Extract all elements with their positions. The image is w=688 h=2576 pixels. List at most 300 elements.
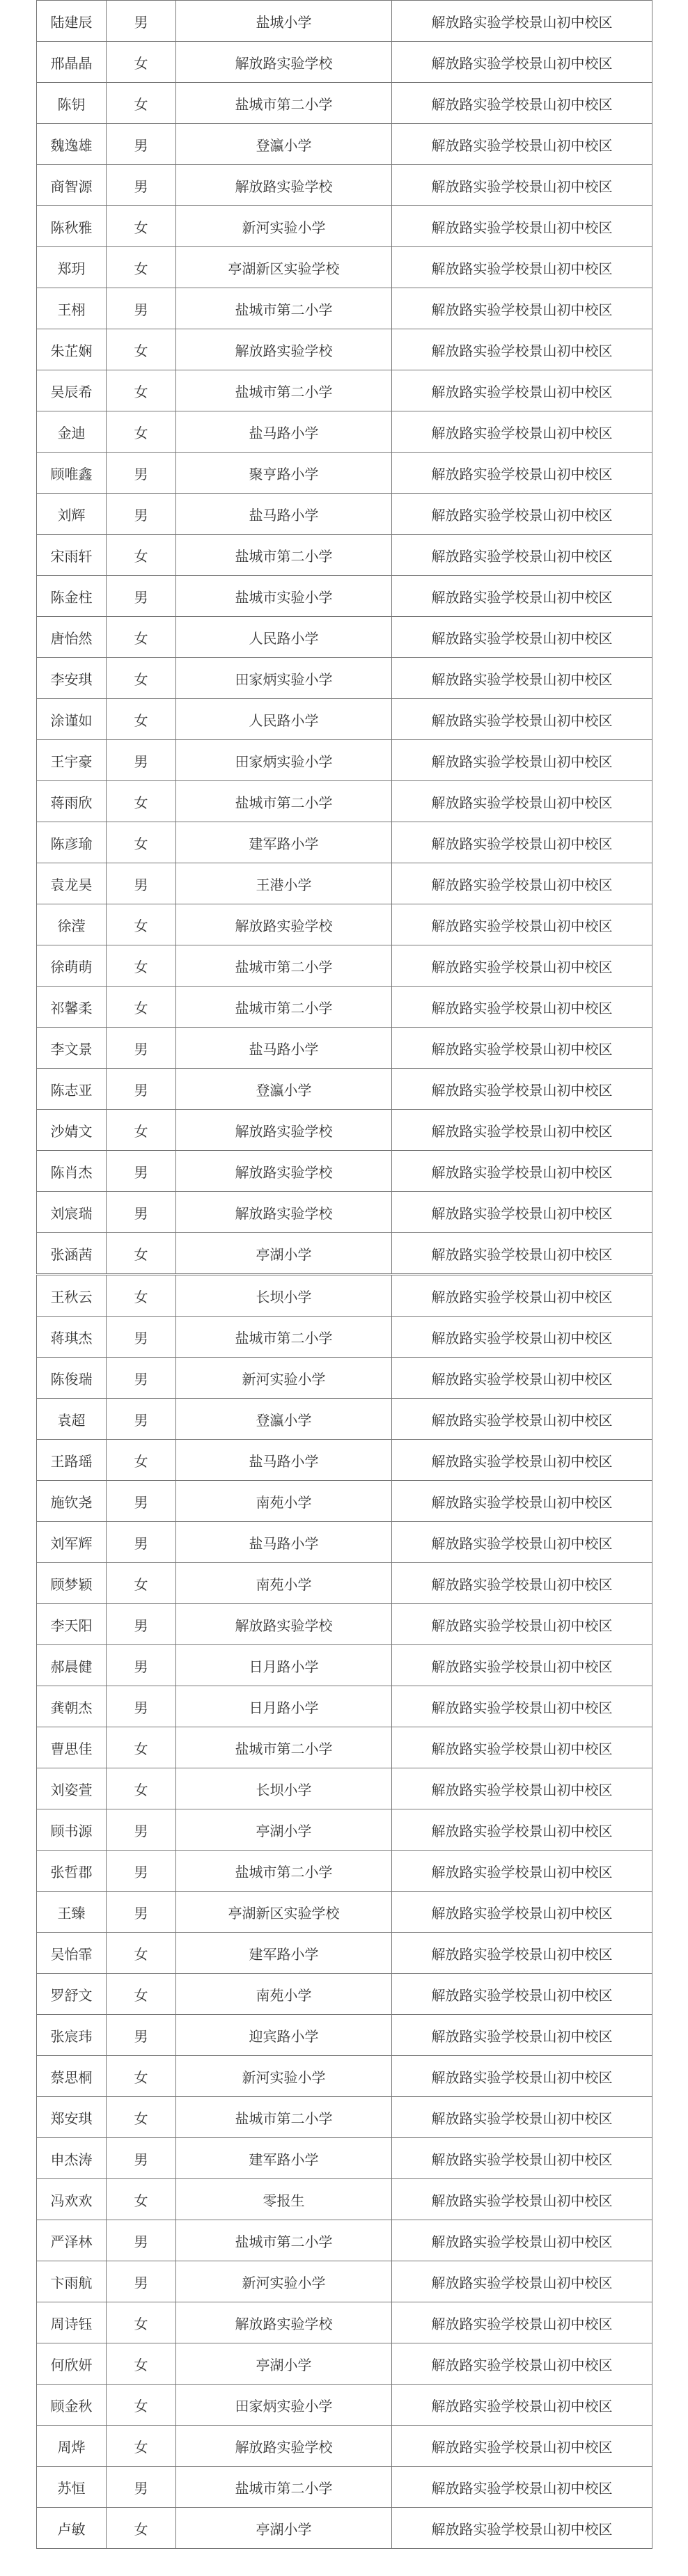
assigned-campus-cell: 解放路实验学校景山初中校区 <box>392 206 652 247</box>
primary-school-cell: 解放路实验学校 <box>176 1192 392 1233</box>
gender-cell: 女 <box>107 617 176 658</box>
gender-cell: 男 <box>107 1686 176 1727</box>
primary-school-cell: 解放路实验学校 <box>176 904 392 945</box>
primary-school-cell: 王港小学 <box>176 863 392 904</box>
gender-cell: 男 <box>107 2467 176 2508</box>
gender-cell: 男 <box>107 165 176 206</box>
table-row <box>37 1727 652 1768</box>
gender-cell: 女 <box>107 1933 176 1974</box>
table-row <box>37 617 652 658</box>
student-name-cell: 何欣妍 <box>37 2343 107 2385</box>
student-name-cell: 涂谨如 <box>37 699 107 740</box>
assigned-campus-cell: 解放路实验学校景山初中校区 <box>392 1069 652 1110</box>
table-row <box>37 1440 652 1481</box>
student-name-cell: 郝晨健 <box>37 1645 107 1686</box>
table-row <box>37 124 652 165</box>
gender-cell: 男 <box>107 2220 176 2261</box>
gender-cell: 男 <box>107 1069 176 1110</box>
primary-school-cell: 亭湖新区实验学校 <box>176 1892 392 1933</box>
assigned-campus-cell: 解放路实验学校景山初中校区 <box>392 987 652 1028</box>
student-name-cell: 李天阳 <box>37 1604 107 1645</box>
assigned-campus-cell: 解放路实验学校景山初中校区 <box>392 1974 652 2015</box>
primary-school-cell: 南苑小学 <box>176 1974 392 2015</box>
gender-cell: 男 <box>107 863 176 904</box>
table-row <box>37 1151 652 1192</box>
assigned-campus-cell: 解放路实验学校景山初中校区 <box>392 822 652 863</box>
primary-school-cell: 盐城市第二小学 <box>176 1727 392 1768</box>
primary-school-cell: 新河实验小学 <box>176 206 392 247</box>
primary-school-cell: 盐城市第二小学 <box>176 2097 392 2138</box>
primary-school-cell: 解放路实验学校 <box>176 165 392 206</box>
table-row <box>37 1933 652 1974</box>
gender-cell: 女 <box>107 2426 176 2467</box>
assigned-campus-cell: 解放路实验学校景山初中校区 <box>392 247 652 288</box>
student-name-cell: 陈秋雅 <box>37 206 107 247</box>
table-row <box>37 822 652 863</box>
student-name-cell: 申杰涛 <box>37 2138 107 2179</box>
assigned-campus-cell: 解放路实验学校景山初中校区 <box>392 1 652 42</box>
assigned-campus-cell: 解放路实验学校景山初中校区 <box>392 288 652 329</box>
gender-cell: 女 <box>107 2097 176 2138</box>
assigned-campus-cell: 解放路实验学校景山初中校区 <box>392 1645 652 1686</box>
gender-cell: 女 <box>107 329 176 370</box>
gender-cell: 女 <box>107 1768 176 1809</box>
table-row <box>37 1192 652 1233</box>
primary-school-cell: 建军路小学 <box>176 2138 392 2179</box>
gender-cell: 女 <box>107 822 176 863</box>
gender-cell: 女 <box>107 83 176 124</box>
student-name-cell: 袁超 <box>37 1399 107 1440</box>
table-row <box>37 2467 652 2508</box>
gender-cell: 男 <box>107 1809 176 1851</box>
student-name-cell: 陈金柱 <box>37 576 107 617</box>
table-row <box>37 863 652 904</box>
table-row <box>37 247 652 288</box>
student-name-cell: 王宇豪 <box>37 740 107 781</box>
assigned-campus-cell: 解放路实验学校景山初中校区 <box>392 1399 652 1440</box>
gender-cell: 男 <box>107 453 176 494</box>
table-row <box>37 370 652 411</box>
table-row <box>37 904 652 945</box>
student-name-cell: 苏恒 <box>37 2467 107 2508</box>
table-row <box>37 945 652 987</box>
roster-body <box>37 1 652 2549</box>
gender-cell: 男 <box>107 1399 176 1440</box>
assigned-campus-cell: 解放路实验学校景山初中校区 <box>392 1851 652 1892</box>
assigned-campus-cell: 解放路实验学校景山初中校区 <box>392 1809 652 1851</box>
table-row <box>37 453 652 494</box>
primary-school-cell: 新河实验小学 <box>176 1358 392 1399</box>
table-row <box>37 1358 652 1399</box>
table-row <box>37 2056 652 2097</box>
assigned-campus-cell: 解放路实验学校景山初中校区 <box>392 1563 652 1604</box>
primary-school-cell: 田家炳实验小学 <box>176 2385 392 2426</box>
student-name-cell: 陈志亚 <box>37 1069 107 1110</box>
assigned-campus-cell: 解放路实验学校景山初中校区 <box>392 2467 652 2508</box>
student-name-cell: 陈彦瑜 <box>37 822 107 863</box>
student-name-cell: 郑安琪 <box>37 2097 107 2138</box>
primary-school-cell: 建军路小学 <box>176 822 392 863</box>
assigned-campus-cell: 解放路实验学校景山初中校区 <box>392 576 652 617</box>
primary-school-cell: 南苑小学 <box>176 1563 392 1604</box>
assigned-campus-cell: 解放路实验学校景山初中校区 <box>392 617 652 658</box>
student-name-cell: 郑玥 <box>37 247 107 288</box>
assigned-campus-cell: 解放路实验学校景山初中校区 <box>392 453 652 494</box>
table-row <box>37 535 652 576</box>
gender-cell: 男 <box>107 576 176 617</box>
primary-school-cell: 迎宾路小学 <box>176 2015 392 2056</box>
primary-school-cell: 新河实验小学 <box>176 2261 392 2302</box>
assigned-campus-cell: 解放路实验学校景山初中校区 <box>392 2015 652 2056</box>
table-row <box>37 2302 652 2343</box>
student-name-cell: 王秋云 <box>37 1275 107 1317</box>
student-name-cell: 蒋雨欣 <box>37 781 107 822</box>
primary-school-cell: 盐城市第二小学 <box>176 83 392 124</box>
gender-cell: 女 <box>107 411 176 453</box>
primary-school-cell: 登瀛小学 <box>176 1069 392 1110</box>
table-row <box>37 2179 652 2220</box>
table-row <box>37 2385 652 2426</box>
table-row <box>37 288 652 329</box>
student-name-cell: 宋雨轩 <box>37 535 107 576</box>
student-name-cell: 王栩 <box>37 288 107 329</box>
table-row <box>37 1809 652 1851</box>
assigned-campus-cell: 解放路实验学校景山初中校区 <box>392 2179 652 2220</box>
assigned-campus-cell: 解放路实验学校景山初中校区 <box>392 781 652 822</box>
table-row <box>37 1275 652 1317</box>
gender-cell: 男 <box>107 740 176 781</box>
student-name-cell: 陈俊瑞 <box>37 1358 107 1399</box>
primary-school-cell: 盐城市第二小学 <box>176 1317 392 1358</box>
gender-cell: 男 <box>107 2261 176 2302</box>
primary-school-cell: 盐城市第二小学 <box>176 370 392 411</box>
table-row <box>37 1974 652 2015</box>
gender-cell: 女 <box>107 945 176 987</box>
gender-cell: 女 <box>107 1440 176 1481</box>
primary-school-cell: 日月路小学 <box>176 1686 392 1727</box>
assigned-campus-cell: 解放路实验学校景山初中校区 <box>392 2097 652 2138</box>
primary-school-cell: 田家炳实验小学 <box>176 658 392 699</box>
primary-school-cell: 盐城市第二小学 <box>176 2220 392 2261</box>
primary-school-cell: 解放路实验学校 <box>176 1604 392 1645</box>
assigned-campus-cell: 解放路实验学校景山初中校区 <box>392 1151 652 1192</box>
primary-school-cell: 聚亨路小学 <box>176 453 392 494</box>
primary-school-cell: 盐城小学 <box>176 1 392 42</box>
primary-school-cell: 亭湖小学 <box>176 1809 392 1851</box>
primary-school-cell: 亭湖新区实验学校 <box>176 247 392 288</box>
primary-school-cell: 亭湖小学 <box>176 2343 392 2385</box>
table-row <box>37 1563 652 1604</box>
student-name-cell: 周诗钰 <box>37 2302 107 2343</box>
student-name-cell: 顾书源 <box>37 1809 107 1851</box>
table-row <box>37 83 652 124</box>
assigned-campus-cell: 解放路实验学校景山初中校区 <box>392 1192 652 1233</box>
gender-cell: 女 <box>107 370 176 411</box>
primary-school-cell: 盐城市第二小学 <box>176 781 392 822</box>
table-row <box>37 1645 652 1686</box>
primary-school-cell: 长坝小学 <box>176 1275 392 1317</box>
gender-cell: 女 <box>107 2179 176 2220</box>
gender-cell: 女 <box>107 1110 176 1151</box>
assigned-campus-cell: 解放路实验学校景山初中校区 <box>392 1604 652 1645</box>
assigned-campus-cell: 解放路实验学校景山初中校区 <box>392 329 652 370</box>
primary-school-cell: 田家炳实验小学 <box>176 740 392 781</box>
gender-cell: 女 <box>107 699 176 740</box>
assigned-campus-cell: 解放路实验学校景山初中校区 <box>392 2426 652 2467</box>
table-row <box>37 411 652 453</box>
gender-cell: 男 <box>107 1151 176 1192</box>
table-row <box>37 1768 652 1809</box>
assigned-campus-cell: 解放路实验学校景山初中校区 <box>392 370 652 411</box>
primary-school-cell: 解放路实验学校 <box>176 42 392 83</box>
assigned-campus-cell: 解放路实验学校景山初中校区 <box>392 2302 652 2343</box>
assigned-campus-cell: 解放路实验学校景山初中校区 <box>392 2343 652 2385</box>
primary-school-cell: 解放路实验学校 <box>176 2302 392 2343</box>
assigned-campus-cell: 解放路实验学校景山初中校区 <box>392 2508 652 2549</box>
student-name-cell: 周烨 <box>37 2426 107 2467</box>
assigned-campus-cell: 解放路实验学校景山初中校区 <box>392 1110 652 1151</box>
student-name-cell: 商智源 <box>37 165 107 206</box>
primary-school-cell: 登瀛小学 <box>176 124 392 165</box>
table-row <box>37 2261 652 2302</box>
primary-school-cell: 新河实验小学 <box>176 2056 392 2097</box>
gender-cell: 男 <box>107 1192 176 1233</box>
primary-school-cell: 盐城市第二小学 <box>176 288 392 329</box>
table-row <box>37 2343 652 2385</box>
student-name-cell: 徐滢 <box>37 904 107 945</box>
student-name-cell: 张哲郡 <box>37 1851 107 1892</box>
student-name-cell: 卢敏 <box>37 2508 107 2549</box>
assigned-campus-cell: 解放路实验学校景山初中校区 <box>392 658 652 699</box>
primary-school-cell: 盐城市第二小学 <box>176 987 392 1028</box>
gender-cell: 女 <box>107 1563 176 1604</box>
student-name-cell: 王臻 <box>37 1892 107 1933</box>
primary-school-cell: 解放路实验学校 <box>176 1151 392 1192</box>
primary-school-cell: 盐马路小学 <box>176 1028 392 1069</box>
table-row <box>37 1110 652 1151</box>
student-name-cell: 李文景 <box>37 1028 107 1069</box>
table-row <box>37 740 652 781</box>
assigned-campus-cell: 解放路实验学校景山初中校区 <box>392 2385 652 2426</box>
primary-school-cell: 盐城市实验小学 <box>176 576 392 617</box>
student-name-cell: 邢晶晶 <box>37 42 107 83</box>
student-name-cell: 曹思佳 <box>37 1727 107 1768</box>
table-row <box>37 576 652 617</box>
table-row <box>37 1686 652 1727</box>
primary-school-cell: 盐城市第二小学 <box>176 1851 392 1892</box>
gender-cell: 女 <box>107 1727 176 1768</box>
student-roster-table <box>36 0 652 2549</box>
student-name-cell: 蔡思桐 <box>37 2056 107 2097</box>
table-row <box>37 1851 652 1892</box>
primary-school-cell: 长坝小学 <box>176 1768 392 1809</box>
primary-school-cell: 盐马路小学 <box>176 494 392 535</box>
gender-cell: 女 <box>107 987 176 1028</box>
student-name-cell: 刘宸瑞 <box>37 1192 107 1233</box>
assigned-campus-cell: 解放路实验学校景山初中校区 <box>392 2056 652 2097</box>
student-name-cell: 刘辉 <box>37 494 107 535</box>
table-row <box>37 1 652 42</box>
gender-cell: 女 <box>107 1974 176 2015</box>
gender-cell: 男 <box>107 1358 176 1399</box>
student-name-cell: 陈肖杰 <box>37 1151 107 1192</box>
gender-cell: 男 <box>107 1522 176 1563</box>
gender-cell: 女 <box>107 206 176 247</box>
assigned-campus-cell: 解放路实验学校景山初中校区 <box>392 1686 652 1727</box>
primary-school-cell: 盐马路小学 <box>176 1440 392 1481</box>
table-row <box>37 42 652 83</box>
gender-cell: 男 <box>107 2138 176 2179</box>
table-row <box>37 1399 652 1440</box>
student-name-cell: 张宸玮 <box>37 2015 107 2056</box>
assigned-campus-cell: 解放路实验学校景山初中校区 <box>392 1317 652 1358</box>
table-row <box>37 1522 652 1563</box>
student-name-cell: 李安琪 <box>37 658 107 699</box>
assigned-campus-cell: 解放路实验学校景山初中校区 <box>392 42 652 83</box>
gender-cell: 男 <box>107 288 176 329</box>
table-row <box>37 2508 652 2549</box>
gender-cell: 男 <box>107 1317 176 1358</box>
assigned-campus-cell: 解放路实验学校景山初中校区 <box>392 1933 652 1974</box>
student-name-cell: 沙婧文 <box>37 1110 107 1151</box>
gender-cell: 男 <box>107 124 176 165</box>
primary-school-cell: 解放路实验学校 <box>176 2426 392 2467</box>
assigned-campus-cell: 解放路实验学校景山初中校区 <box>392 165 652 206</box>
gender-cell: 女 <box>107 535 176 576</box>
student-name-cell: 顾金秋 <box>37 2385 107 2426</box>
table-row <box>37 165 652 206</box>
primary-school-cell: 南苑小学 <box>176 1481 392 1522</box>
table-row <box>37 699 652 740</box>
assigned-campus-cell: 解放路实验学校景山初中校区 <box>392 124 652 165</box>
student-name-cell: 唐怡然 <box>37 617 107 658</box>
student-name-cell: 刘姿萱 <box>37 1768 107 1809</box>
assigned-campus-cell: 解放路实验学校景山初中校区 <box>392 1233 652 1275</box>
student-name-cell: 施钦尧 <box>37 1481 107 1522</box>
student-name-cell: 冯欢欢 <box>37 2179 107 2220</box>
assigned-campus-cell: 解放路实验学校景山初中校区 <box>392 1522 652 1563</box>
gender-cell: 女 <box>107 658 176 699</box>
primary-school-cell: 日月路小学 <box>176 1645 392 1686</box>
assigned-campus-cell: 解放路实验学校景山初中校区 <box>392 1768 652 1809</box>
table-row <box>37 987 652 1028</box>
primary-school-cell: 亭湖小学 <box>176 2508 392 2549</box>
gender-cell: 男 <box>107 1 176 42</box>
table-row <box>37 2426 652 2467</box>
gender-cell: 女 <box>107 781 176 822</box>
primary-school-cell: 亭湖小学 <box>176 1233 392 1275</box>
gender-cell: 男 <box>107 1645 176 1686</box>
primary-school-cell: 登瀛小学 <box>176 1399 392 1440</box>
student-name-cell: 刘军辉 <box>37 1522 107 1563</box>
table-row <box>37 658 652 699</box>
table-row <box>37 494 652 535</box>
assigned-campus-cell: 解放路实验学校景山初中校区 <box>392 945 652 987</box>
assigned-campus-cell: 解放路实验学校景山初中校区 <box>392 1275 652 1317</box>
student-name-cell: 金迪 <box>37 411 107 453</box>
gender-cell: 女 <box>107 1233 176 1275</box>
student-name-cell: 严泽林 <box>37 2220 107 2261</box>
student-name-cell: 罗舒文 <box>37 1974 107 2015</box>
table-row <box>37 2138 652 2179</box>
assigned-campus-cell: 解放路实验学校景山初中校区 <box>392 494 652 535</box>
table-row <box>37 781 652 822</box>
primary-school-cell: 盐城市第二小学 <box>176 2467 392 2508</box>
assigned-campus-cell: 解放路实验学校景山初中校区 <box>392 740 652 781</box>
primary-school-cell: 零报生 <box>176 2179 392 2220</box>
assigned-campus-cell: 解放路实验学校景山初中校区 <box>392 83 652 124</box>
gender-cell: 女 <box>107 247 176 288</box>
gender-cell: 女 <box>107 2508 176 2549</box>
gender-cell: 男 <box>107 1481 176 1522</box>
primary-school-cell: 盐马路小学 <box>176 1522 392 1563</box>
table-row <box>37 1481 652 1522</box>
gender-cell: 女 <box>107 2056 176 2097</box>
gender-cell: 女 <box>107 2343 176 2385</box>
student-name-cell: 顾唯鑫 <box>37 453 107 494</box>
gender-cell: 男 <box>107 2015 176 2056</box>
assigned-campus-cell: 解放路实验学校景山初中校区 <box>392 2220 652 2261</box>
primary-school-cell: 解放路实验学校 <box>176 329 392 370</box>
student-name-cell: 陆建辰 <box>37 1 107 42</box>
primary-school-cell: 人民路小学 <box>176 699 392 740</box>
gender-cell: 男 <box>107 1028 176 1069</box>
table-row <box>37 329 652 370</box>
assigned-campus-cell: 解放路实验学校景山初中校区 <box>392 411 652 453</box>
table-row <box>37 1028 652 1069</box>
table-row <box>37 1892 652 1933</box>
table-row <box>37 2097 652 2138</box>
table-row <box>37 1233 652 1275</box>
table-row <box>37 206 652 247</box>
primary-school-cell: 盐马路小学 <box>176 411 392 453</box>
gender-cell: 女 <box>107 42 176 83</box>
student-name-cell: 陈钥 <box>37 83 107 124</box>
gender-cell: 女 <box>107 904 176 945</box>
assigned-campus-cell: 解放路实验学校景山初中校区 <box>392 1727 652 1768</box>
assigned-campus-cell: 解放路实验学校景山初中校区 <box>392 535 652 576</box>
primary-school-cell: 建军路小学 <box>176 1933 392 1974</box>
student-name-cell: 魏逸雄 <box>37 124 107 165</box>
table-row <box>37 1317 652 1358</box>
assigned-campus-cell: 解放路实验学校景山初中校区 <box>392 1892 652 1933</box>
primary-school-cell: 盐城市第二小学 <box>176 945 392 987</box>
gender-cell: 男 <box>107 1892 176 1933</box>
gender-cell: 女 <box>107 1275 176 1317</box>
table-row <box>37 1069 652 1110</box>
gender-cell: 女 <box>107 2385 176 2426</box>
student-name-cell: 王路瑶 <box>37 1440 107 1481</box>
gender-cell: 女 <box>107 2302 176 2343</box>
primary-school-cell: 盐城市第二小学 <box>176 535 392 576</box>
student-name-cell: 吴辰希 <box>37 370 107 411</box>
student-name-cell: 卞雨航 <box>37 2261 107 2302</box>
table-row <box>37 2220 652 2261</box>
assigned-campus-cell: 解放路实验学校景山初中校区 <box>392 699 652 740</box>
table-row <box>37 1604 652 1645</box>
gender-cell: 男 <box>107 1851 176 1892</box>
student-name-cell: 龚朝杰 <box>37 1686 107 1727</box>
student-name-cell: 祁馨柔 <box>37 987 107 1028</box>
student-name-cell: 蒋琪杰 <box>37 1317 107 1358</box>
assigned-campus-cell: 解放路实验学校景山初中校区 <box>392 904 652 945</box>
assigned-campus-cell: 解放路实验学校景山初中校区 <box>392 1358 652 1399</box>
gender-cell: 男 <box>107 494 176 535</box>
primary-school-cell: 人民路小学 <box>176 617 392 658</box>
assigned-campus-cell: 解放路实验学校景山初中校区 <box>392 2261 652 2302</box>
primary-school-cell: 解放路实验学校 <box>176 1110 392 1151</box>
student-name-cell: 朱芷娴 <box>37 329 107 370</box>
